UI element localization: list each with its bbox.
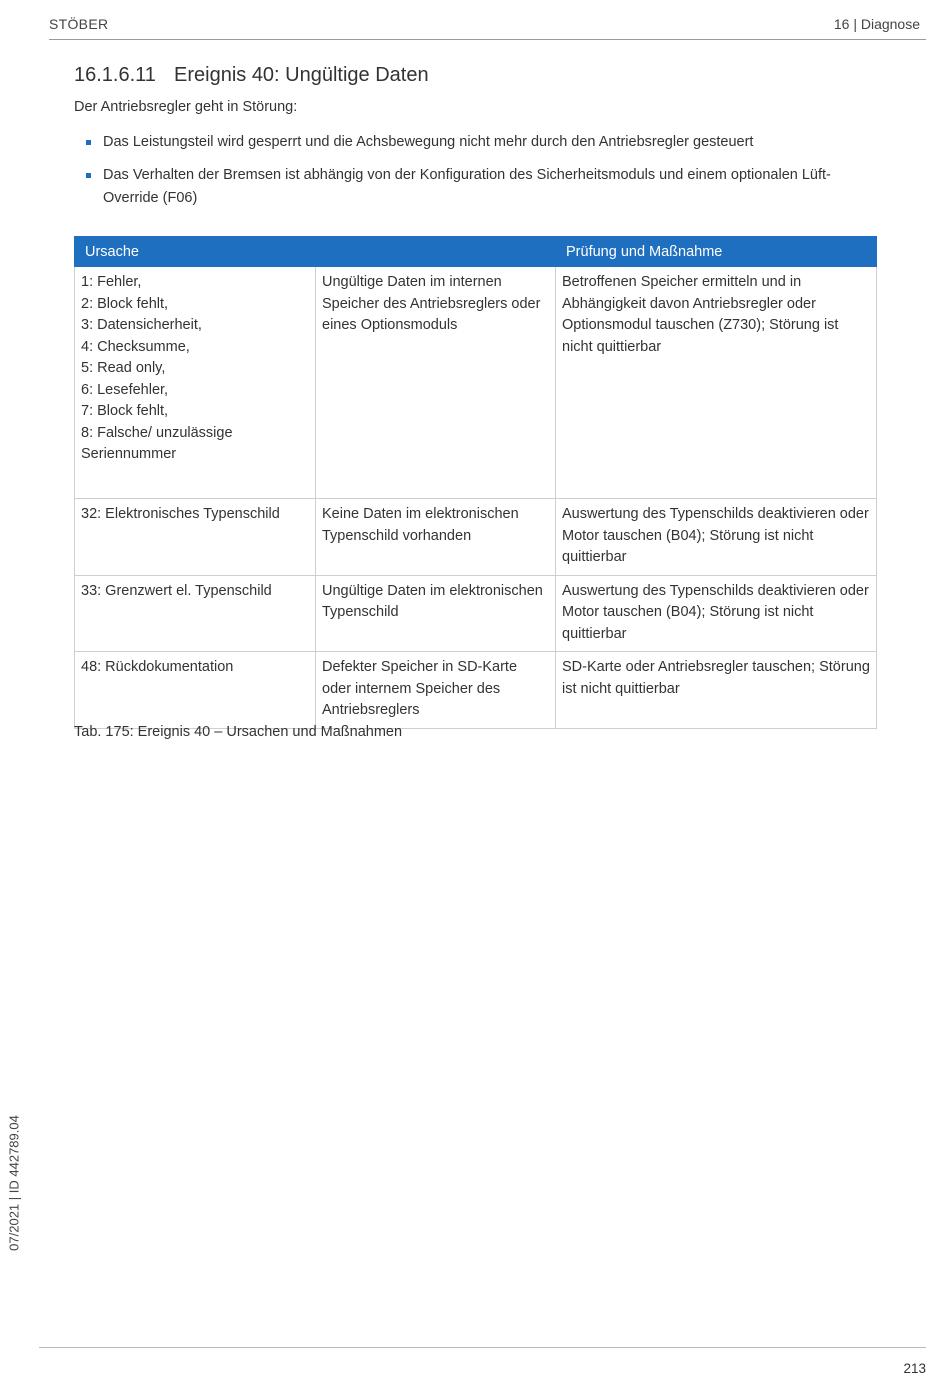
- footer-divider: [39, 1347, 926, 1348]
- header-brand: STÖBER: [49, 16, 109, 32]
- cell-code: 1: Fehler, 2: Block fehlt, 3: Datensicherheit, 4: Checksumme, 5: Read only, 6: Lesefehler, 7: Block fehlt, 8: Falsche/ unzulässige Seriennummer: [75, 267, 316, 499]
- square-bullet-icon: [86, 140, 91, 145]
- cell-action: SD-Karte oder Antriebsregler tauschen; Störung ist nicht quittierbar: [556, 652, 877, 729]
- table-row: [75, 575, 877, 652]
- section-title: Ereignis 40: Ungültige Daten: [174, 64, 429, 86]
- header-divider: [49, 39, 926, 40]
- section-heading: [74, 64, 429, 87]
- cell-code: 32: Elektronisches Typenschild: [75, 499, 316, 576]
- page-number: 213: [903, 1361, 926, 1376]
- table-caption: Tab. 175: Ereignis 40 – Ursachen und Maßnahmen: [74, 724, 403, 740]
- causes-table: [74, 236, 877, 729]
- table-row: [75, 267, 877, 499]
- square-bullet-icon: [86, 173, 91, 178]
- bullet-item: [86, 164, 846, 210]
- header-cause: Ursache: [75, 237, 556, 267]
- cell-cause: Keine Daten im elektronischen Typenschild vorhanden: [316, 499, 556, 576]
- table-row: [75, 652, 877, 729]
- cell-cause: Ungültige Daten im elektronischen Typenschild: [316, 575, 556, 652]
- cell-action: Auswertung des Typenschilds deaktivieren oder Motor tauschen (B04); Störung ist nicht quittierbar: [556, 499, 877, 576]
- cell-action: Betroffenen Speicher ermitteln und in Abhängigkeit davon Antriebsregler oder Optionsmodul tauschen (Z730); Störung ist nicht quittierbar: [556, 267, 877, 499]
- cell-action: Auswertung des Typenschilds deaktivieren oder Motor tauschen (B04); Störung ist nicht quittierbar: [556, 575, 877, 652]
- bullet-list: [86, 131, 846, 220]
- table-header-row: [75, 237, 877, 267]
- cell-cause: Ungültige Daten im internen Speicher des Antriebsreglers oder eines Optionsmoduls: [316, 267, 556, 499]
- intro-text: Der Antriebsregler geht in Störung:: [74, 99, 298, 115]
- header-action: Prüfung und Maßnahme: [556, 237, 877, 267]
- bullet-text: Das Verhalten der Bremsen ist abhängig von der Konfiguration des Sicherheitsmoduls und einem optionalen Lüft-Override (F06): [103, 167, 831, 206]
- cell-cause: Defekter Speicher in SD-Karte oder internem Speicher des Antriebsreglers: [316, 652, 556, 729]
- header-chapter: 16 | Diagnose: [833, 16, 920, 32]
- bullet-item: [86, 131, 846, 154]
- bullet-text: Das Leistungsteil wird gesperrt und die Achsbewegung nicht mehr durch den Antriebsregler gesteuert: [103, 134, 754, 150]
- cell-code: 33: Grenzwert el. Typenschild: [75, 575, 316, 652]
- cell-code: 48: Rückdokumentation: [75, 652, 316, 729]
- section-number: 16.1.6.11: [74, 64, 156, 86]
- table-row: [75, 499, 877, 576]
- document-id: 07/2021 | ID 442789.04: [6, 1115, 22, 1251]
